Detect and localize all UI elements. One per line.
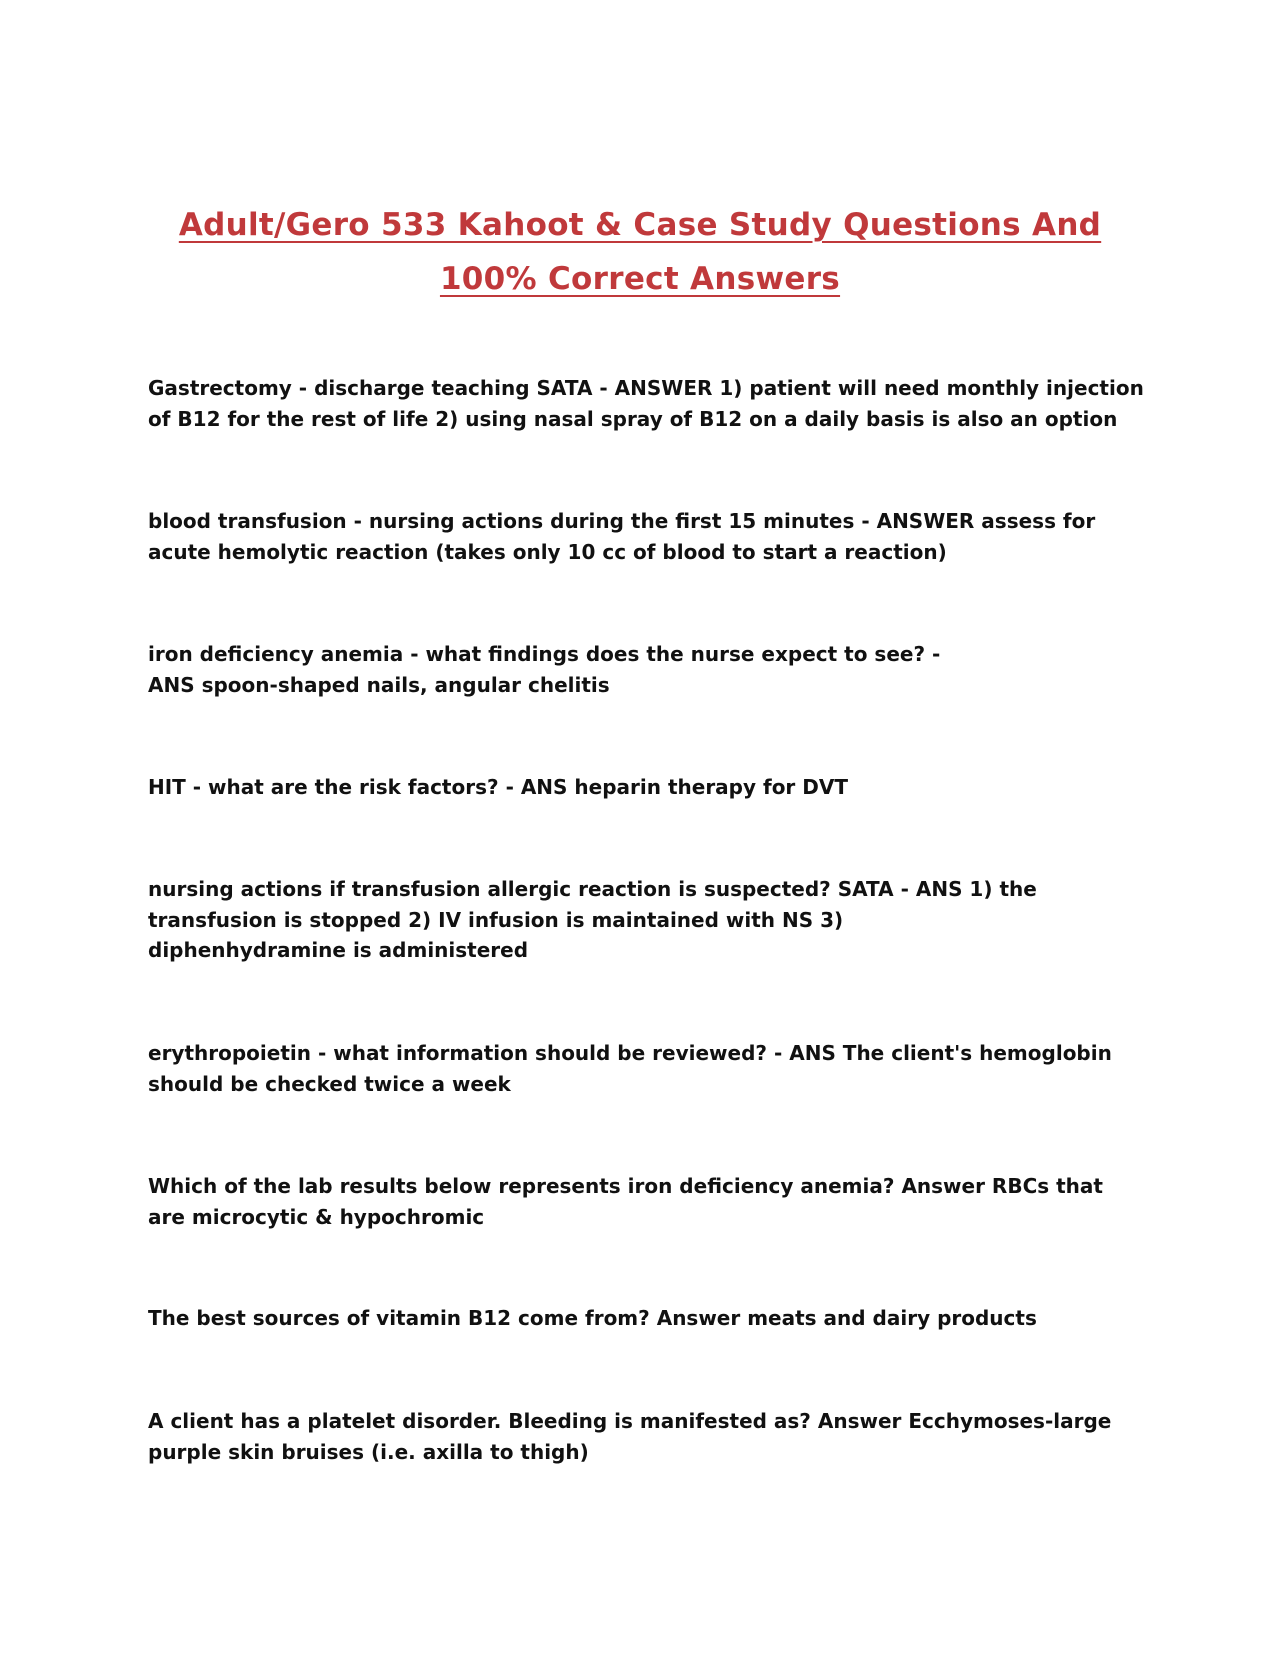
document-title (140, 198, 1140, 306)
qa-item-erythropoietin: erythropoietin - what information should be reviewed? - ANS The client's hemoglobin should be checked twice a week (148, 1041, 1112, 1096)
qa-item-iron-deficiency-findings: iron deficiency anemia - what findings does the nurse expect to see? - ANS spoon-shaped nails, angular chelitis (148, 642, 941, 697)
qa-item-gastrectomy: Gastrectomy - discharge teaching SATA - ANSWER 1) patient will need monthly injection of B12 for the rest of life 2) using nasal spray of B12 on a daily basis is also an option (148, 376, 1144, 431)
title-line-2: 100% Correct Answers (439, 261, 841, 297)
qa-item-hit-risk-factors: HIT - what are the risk factors? - ANS heparin therapy for DVT (148, 775, 848, 799)
qa-item-allergic-reaction: nursing actions if transfusion allergic reaction is suspected? SATA - ANS 1) the transfusion is stopped 2) IV infusion is maintained with NS 3) diphenhydramine is administered (148, 877, 1037, 962)
qa-item-lab-results: Which of the lab results below represents iron deficiency anemia? Answer RBCs that are microcytic & hypochromic (148, 1174, 1103, 1229)
qa-item-platelet-disorder: A client has a platelet disorder. Bleeding is manifested as? Answer Ecchymoses-large purple skin bruises (i.e. axilla to thigh) (148, 1409, 1112, 1464)
qa-item-vitamin-b12-sources: The best sources of vitamin B12 come from? Answer meats and dairy products (148, 1306, 1037, 1330)
title-line-1: Adult/Gero 533 Kahoot & Case Study Questions And (178, 207, 1102, 243)
qa-item-blood-transfusion: blood transfusion - nursing actions during the first 15 minutes - ANSWER assess for acute hemolytic reaction (takes only 10 cc of blood to start a reaction) (148, 509, 1096, 564)
